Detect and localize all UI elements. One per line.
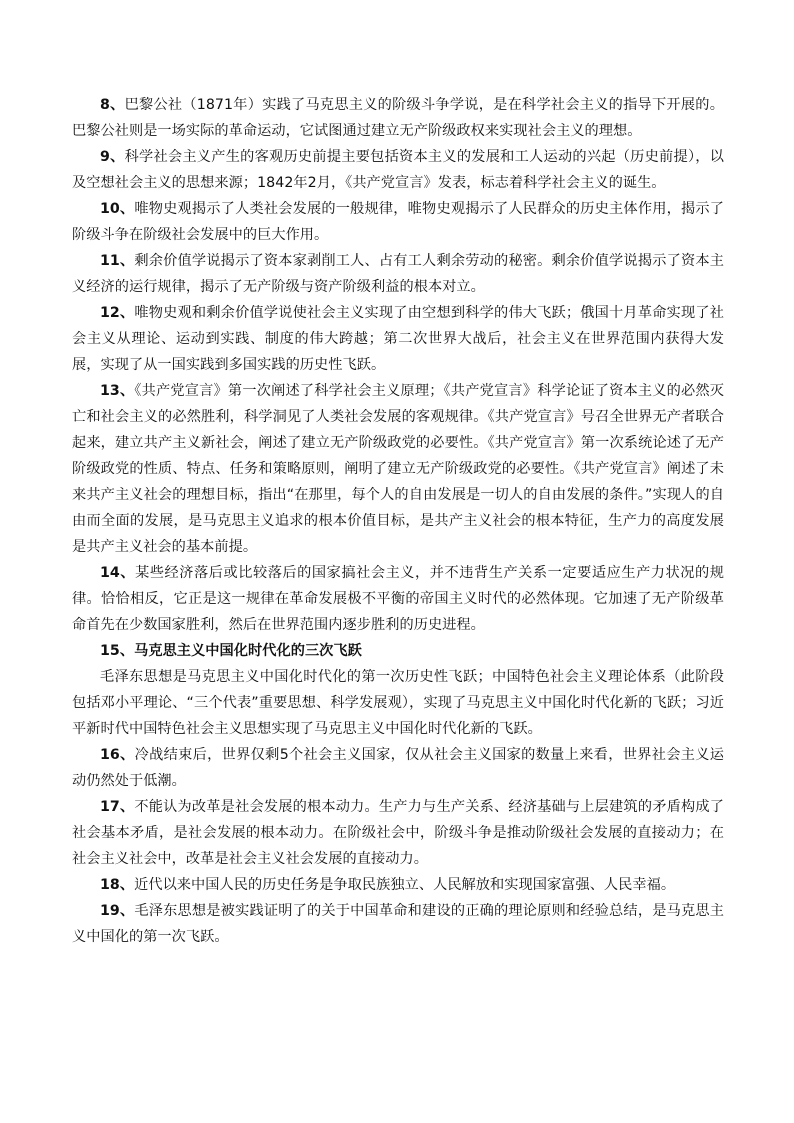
paragraph-13 <box>72 378 724 560</box>
item-text: 《共产党宣言》第一次阐述了科学社会主义原理；《共产党宣言》科学论证了资本主义的必然灭亡和社会主义的必然胜利，科学洞见了人类社会发展的客观规律。《共产党宣言》号召全世界无产者联合起来，建立共产主义新社会，阐述了建立无产阶级政党的必要性。《共产党宣言》第一次系统论述了无产阶级政党的性质、特点、任务和策略原则，阐明了建立无产阶级政党的必要性。《共产党宣言》阐述了未来共产主义社会的理想目标，指出“在那里，每个人的自由发展是一切人的自由发展的条件。”实现人的自由而全面的发展，是马克思主义追求的根本价值目标，是共产主义社会的根本特征，生产力的高度发展是共产主义社会的基本前提。 <box>72 383 724 555</box>
item-text: 唯物史观揭示了人类社会发展的一般规律，唯物史观揭示了人民群众的历史主体作用，揭示了阶级斗争在阶级社会发展中的巨大作用。 <box>72 201 724 243</box>
item-number: 18、 <box>100 877 135 893</box>
heading-text: 马克思主义中国化时代化的三次飞跃 <box>134 643 362 659</box>
paragraph-18 <box>72 872 724 898</box>
item-text: 巴黎公社（1871年）实践了马克思主义的阶级斗争学说，是在科学社会主义的指导下开展的。巴黎公社则是一场实际的革命运动，它试图通过建立无产阶级政权来实现社会主义的理想。 <box>72 97 724 139</box>
item-text: 某些经济落后或比较落后的国家搞社会主义，并不违背生产关系一定要适应生产力状况的规律。恰恰相反，它正是这一规律在革命发展极不平衡的帝国主义时代的必然体现。它加速了无产阶级革命首先在少数国家胜利，然后在世界范围内逐步胜利的历史进程。 <box>72 565 724 633</box>
item-number: 15、 <box>100 643 135 659</box>
item-number: 12、 <box>100 305 135 321</box>
item-number: 11、 <box>100 253 135 269</box>
paragraph-11 <box>72 248 724 300</box>
item-number: 9、 <box>100 149 125 165</box>
paragraph-16 <box>72 742 724 794</box>
item-number: 17、 <box>100 799 135 815</box>
item-text: 毛泽东思想是被实践证明了的关于中国革命和建设的正确的理论原则和经验总结，是马克思主义中国化的第一次飞跃。 <box>72 903 724 945</box>
item-number: 8、 <box>100 97 125 113</box>
item-text: 冷战结束后，世界仅剩5个社会主义国家，仅从社会主义国家的数量上来看，世界社会主义运动仍然处于低潮。 <box>72 747 724 789</box>
item-number: 16、 <box>100 747 135 763</box>
paragraph-19 <box>72 898 724 950</box>
paragraph-17 <box>72 794 724 872</box>
item-text: 不能认为改革是社会发展的根本动力。生产力与生产关系、经济基础与上层建筑的矛盾构成了社会基本矛盾，是社会发展的根本动力。在阶级社会中，阶级斗争是推动阶级社会发展的直接动力；在社会主义社会中，改革是社会主义社会发展的直接动力。 <box>72 799 724 867</box>
paragraph-12 <box>72 300 724 378</box>
item-number: 19、 <box>100 903 135 919</box>
section-heading-15 <box>72 638 724 664</box>
item-text: 唯物史观和剩余价值学说使社会主义实现了由空想到科学的伟大飞跃；俄国十月革命实现了社会主义从理论、运动到实践、制度的伟大跨越；第二次世界大战后，社会主义在世界范围内获得大发展，实现了从一国实践到多国实践的历史性飞跃。 <box>72 305 724 373</box>
item-text: 近代以来中国人民的历史任务是争取民族独立、人民解放和实现国家富强、人民幸福。 <box>134 877 676 893</box>
document-body <box>72 92 724 950</box>
paragraph-10 <box>72 196 724 248</box>
paragraph-8 <box>72 92 724 144</box>
paragraph-15-body <box>72 664 724 742</box>
paragraph-14 <box>72 560 724 638</box>
item-number: 13、 <box>100 383 135 399</box>
item-number: 10、 <box>100 201 135 217</box>
item-number: 14、 <box>100 565 136 581</box>
paragraph-9 <box>72 144 724 196</box>
item-text: 科学社会主义产生的客观历史前提主要包括资本主义的发展和工人运动的兴起（历史前提），以及空想社会主义的思想来源；1842年2月，《共产党宣言》发表，标志着科学社会主义的诞生。 <box>72 149 724 191</box>
item-text: 剩余价值学说揭示了资本家剥削工人、占有工人剩余劳动的秘密。剩余价值学说揭示了资本主义经济的运行规律，揭示了无产阶级与资产阶级利益的根本对立。 <box>72 253 724 295</box>
item-text: 毛泽东思想是马克思主义中国化时代化的第一次历史性飞跃；中国特色社会主义理论体系（此阶段包括邓小平理论、“三个代表”重要思想、科学发展观），实现了马克思主义中国化时代化新的飞跃；习近平新时代中国特色社会主义思想实现了马克思主义中国化时代化新的飞跃。 <box>72 669 724 737</box>
